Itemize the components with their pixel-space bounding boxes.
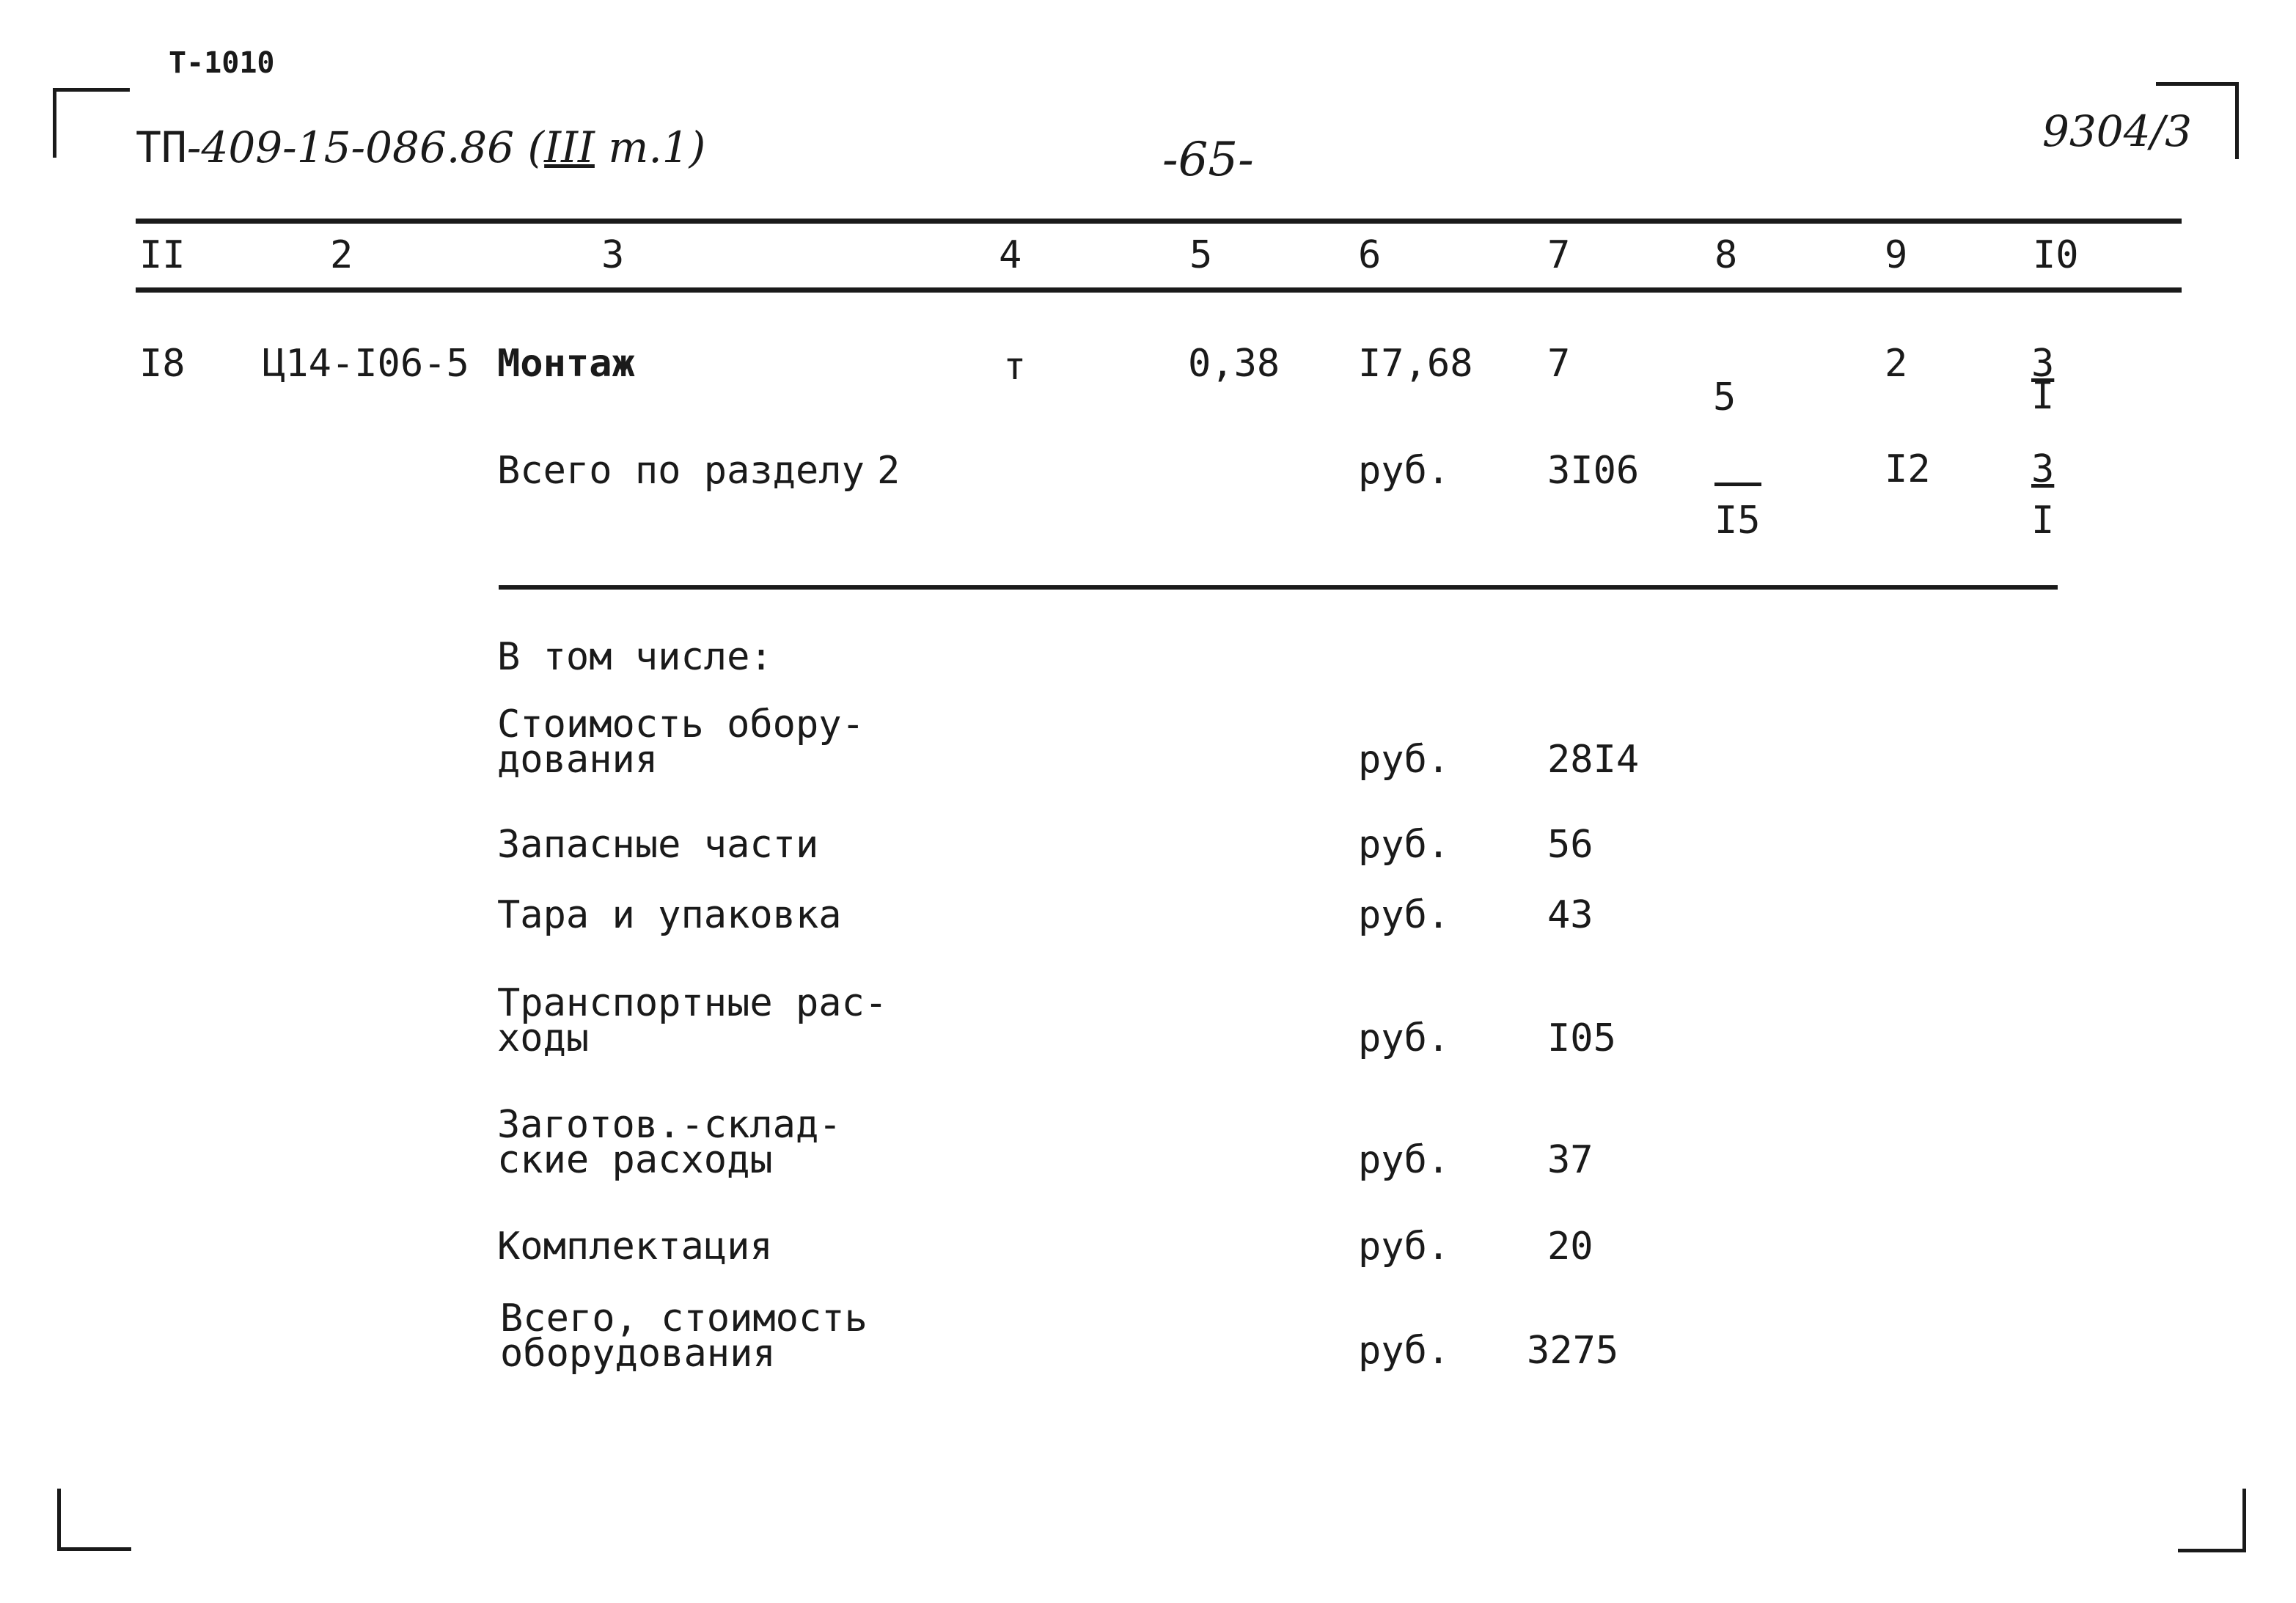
- row-code: Ц14-I06-5: [263, 342, 469, 386]
- row-col10-top: 3: [2031, 342, 2055, 386]
- item-label-line1: Транспортные рас-: [497, 981, 888, 1025]
- item-unit: руб.: [1358, 823, 1450, 867]
- row-price: I7,68: [1358, 342, 1473, 386]
- row-unit: т: [1003, 345, 1027, 389]
- row-quantity: 0,38: [1188, 342, 1280, 386]
- item-label-line2: оборудования: [500, 1332, 776, 1376]
- item-value: 3275: [1527, 1329, 1619, 1373]
- section-total-col10-bottom: I: [2031, 499, 2055, 543]
- tp-suffix: т.1): [594, 122, 706, 172]
- item-label-line2: ские расходы: [497, 1138, 773, 1182]
- tp-number: -409-15-086.86 (: [186, 122, 545, 172]
- item-label-line2: дования: [497, 738, 659, 782]
- column-header-6: 6: [1358, 233, 1382, 277]
- row-number: I8: [139, 342, 186, 386]
- row-col9: 2: [1885, 342, 1908, 386]
- item-label-line2: ходы: [497, 1016, 590, 1060]
- item-value: 43: [1547, 893, 1593, 937]
- item-label-line1: Всего, стоимость: [500, 1296, 868, 1340]
- item-value: 20: [1547, 1225, 1593, 1269]
- item-value: I05: [1547, 1016, 1616, 1060]
- column-header-10: I0: [2033, 233, 2079, 277]
- item-value: 56: [1547, 823, 1593, 867]
- table-top-rule: [136, 219, 2182, 224]
- crop-mark-bottom-left: [57, 1489, 131, 1551]
- section-total-label: Всего по разделу: [497, 449, 865, 493]
- section-divider-rule: [499, 585, 2058, 590]
- item-unit: руб.: [1358, 1016, 1450, 1060]
- column-header-3: 3: [601, 233, 625, 277]
- item-label-line1: Тара и упаковка: [497, 893, 842, 937]
- item-value: 37: [1547, 1138, 1593, 1182]
- section-total-col8: I5: [1714, 499, 1761, 543]
- section-total-unit: руб.: [1358, 449, 1450, 493]
- document-code: Т-1010: [169, 46, 275, 80]
- column-header-5: 5: [1189, 233, 1213, 277]
- item-unit: руб.: [1358, 738, 1450, 782]
- archive-number: 9304/3: [2042, 106, 2193, 156]
- table-header-rule: [136, 287, 2182, 293]
- item-value: 28I4: [1547, 738, 1640, 782]
- item-unit: руб.: [1358, 893, 1450, 937]
- tp-prefix: ТП: [136, 122, 187, 172]
- section-total-col10-top: 3: [2031, 447, 2055, 491]
- column-header-7: 7: [1547, 233, 1571, 277]
- column-header-4: 4: [999, 233, 1022, 277]
- row-col10-bottom: I: [2031, 374, 2055, 418]
- item-label-line1: Комплектация: [497, 1225, 773, 1269]
- column-header-2: 2: [330, 233, 353, 277]
- item-unit: руб.: [1358, 1225, 1450, 1269]
- tp-part: III: [544, 122, 595, 172]
- crop-mark-bottom-right: [2178, 1489, 2246, 1552]
- row-col8: 5: [1713, 375, 1736, 419]
- item-label-line1: Запасные части: [497, 823, 819, 867]
- row-name: Монтаж: [497, 342, 635, 386]
- page-number: -65-: [1162, 133, 1254, 187]
- column-header-9: 9: [1885, 233, 1908, 277]
- section-total-col9: I2: [1885, 447, 1931, 491]
- column-header-1: II: [139, 233, 186, 277]
- section-total-number: 2: [877, 449, 901, 493]
- breakdown-heading: В том числе:: [497, 635, 773, 679]
- section-total-col8-fraction-bar: [1714, 483, 1761, 486]
- item-unit: руб.: [1358, 1138, 1450, 1182]
- section-total-value: 3I06: [1547, 449, 1640, 493]
- row-total: 7: [1547, 342, 1571, 386]
- item-label-line1: Стоимость обору-: [497, 703, 865, 747]
- item-label-line1: Заготов.-склад-: [497, 1103, 842, 1147]
- tp-designation: [136, 122, 706, 172]
- crop-mark-top-left: [53, 88, 130, 158]
- column-header-8: 8: [1714, 233, 1738, 277]
- item-unit: руб.: [1358, 1329, 1450, 1373]
